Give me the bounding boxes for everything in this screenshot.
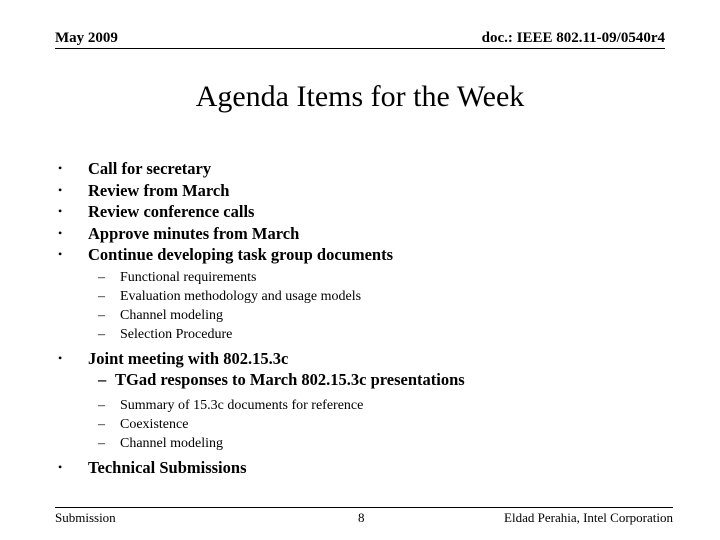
sub-item xyxy=(58,287,678,306)
slide-title: Agenda Items for the Week xyxy=(195,80,525,113)
dash-icon: – xyxy=(98,269,105,285)
sub-item xyxy=(58,306,678,325)
joint-sub-item-label: TGad responses to March 802.15.3c presentations xyxy=(115,370,465,389)
dash-icon: – xyxy=(98,417,105,432)
footer-submission: Submission xyxy=(55,510,116,525)
agenda-item xyxy=(58,223,678,245)
agenda-item-label: Review conference calls xyxy=(88,202,255,221)
agenda-item-label: Technical Submissions xyxy=(88,458,247,477)
agenda-list xyxy=(58,158,678,479)
sub-item-label: Summary of 15.3c documents for reference xyxy=(120,398,364,413)
agenda-item-technical xyxy=(58,457,678,479)
bullet-icon: • xyxy=(58,204,63,218)
bullet-icon: • xyxy=(58,161,63,175)
sub-item xyxy=(58,415,678,434)
sub-item-label: Evaluation methodology and usage models xyxy=(120,288,362,304)
agenda-item-label: Continue developing task group documents xyxy=(88,245,394,264)
page-number: 8 xyxy=(358,510,365,525)
agenda-item xyxy=(58,180,678,202)
bullet-icon: • xyxy=(58,182,63,197)
header-date: May 2009 xyxy=(55,30,118,46)
dash-icon: – xyxy=(98,398,105,413)
agenda-item-label: Joint meeting with 802.15.3c xyxy=(88,348,289,368)
sub-item-label: Channel modeling xyxy=(120,436,224,451)
footer-divider xyxy=(55,507,673,508)
bullet-icon: • xyxy=(58,460,63,474)
joint-sublist xyxy=(58,396,678,453)
agenda-item xyxy=(58,244,678,266)
sub-item-label: Selection Procedure xyxy=(120,326,233,342)
sub-item xyxy=(58,434,678,453)
sub-item-label: Channel modeling xyxy=(120,307,224,323)
agenda-item xyxy=(58,201,678,223)
sub-item xyxy=(58,396,678,415)
bullet-icon: • xyxy=(58,225,63,240)
dash-icon: – xyxy=(98,307,105,323)
bullet-icon: • xyxy=(58,247,63,261)
footer-author: Eldad Perahia, Intel Corporation xyxy=(504,510,673,525)
joint-sub-item xyxy=(58,369,678,390)
dash-icon: – xyxy=(98,370,107,389)
dash-icon: – xyxy=(98,326,105,342)
header-divider xyxy=(55,48,665,49)
agenda-item xyxy=(58,158,678,180)
dash-icon: – xyxy=(98,288,105,304)
task-doc-sublist xyxy=(58,268,678,344)
agenda-item-label: Approve minutes from March xyxy=(88,223,300,243)
sub-item-label: Coexistence xyxy=(120,417,189,432)
header-doc-id: doc.: IEEE 802.11-09/0540r4 xyxy=(481,30,665,46)
bullet-icon: • xyxy=(58,350,63,365)
dash-icon: – xyxy=(98,436,105,451)
agenda-item-joint-meeting xyxy=(58,348,678,370)
agenda-item-label: Review from March xyxy=(88,180,230,200)
sub-item xyxy=(58,268,678,287)
sub-item xyxy=(58,325,678,344)
agenda-item-label: Call for secretary xyxy=(88,159,212,178)
sub-item-label: Functional requirements xyxy=(120,269,257,285)
